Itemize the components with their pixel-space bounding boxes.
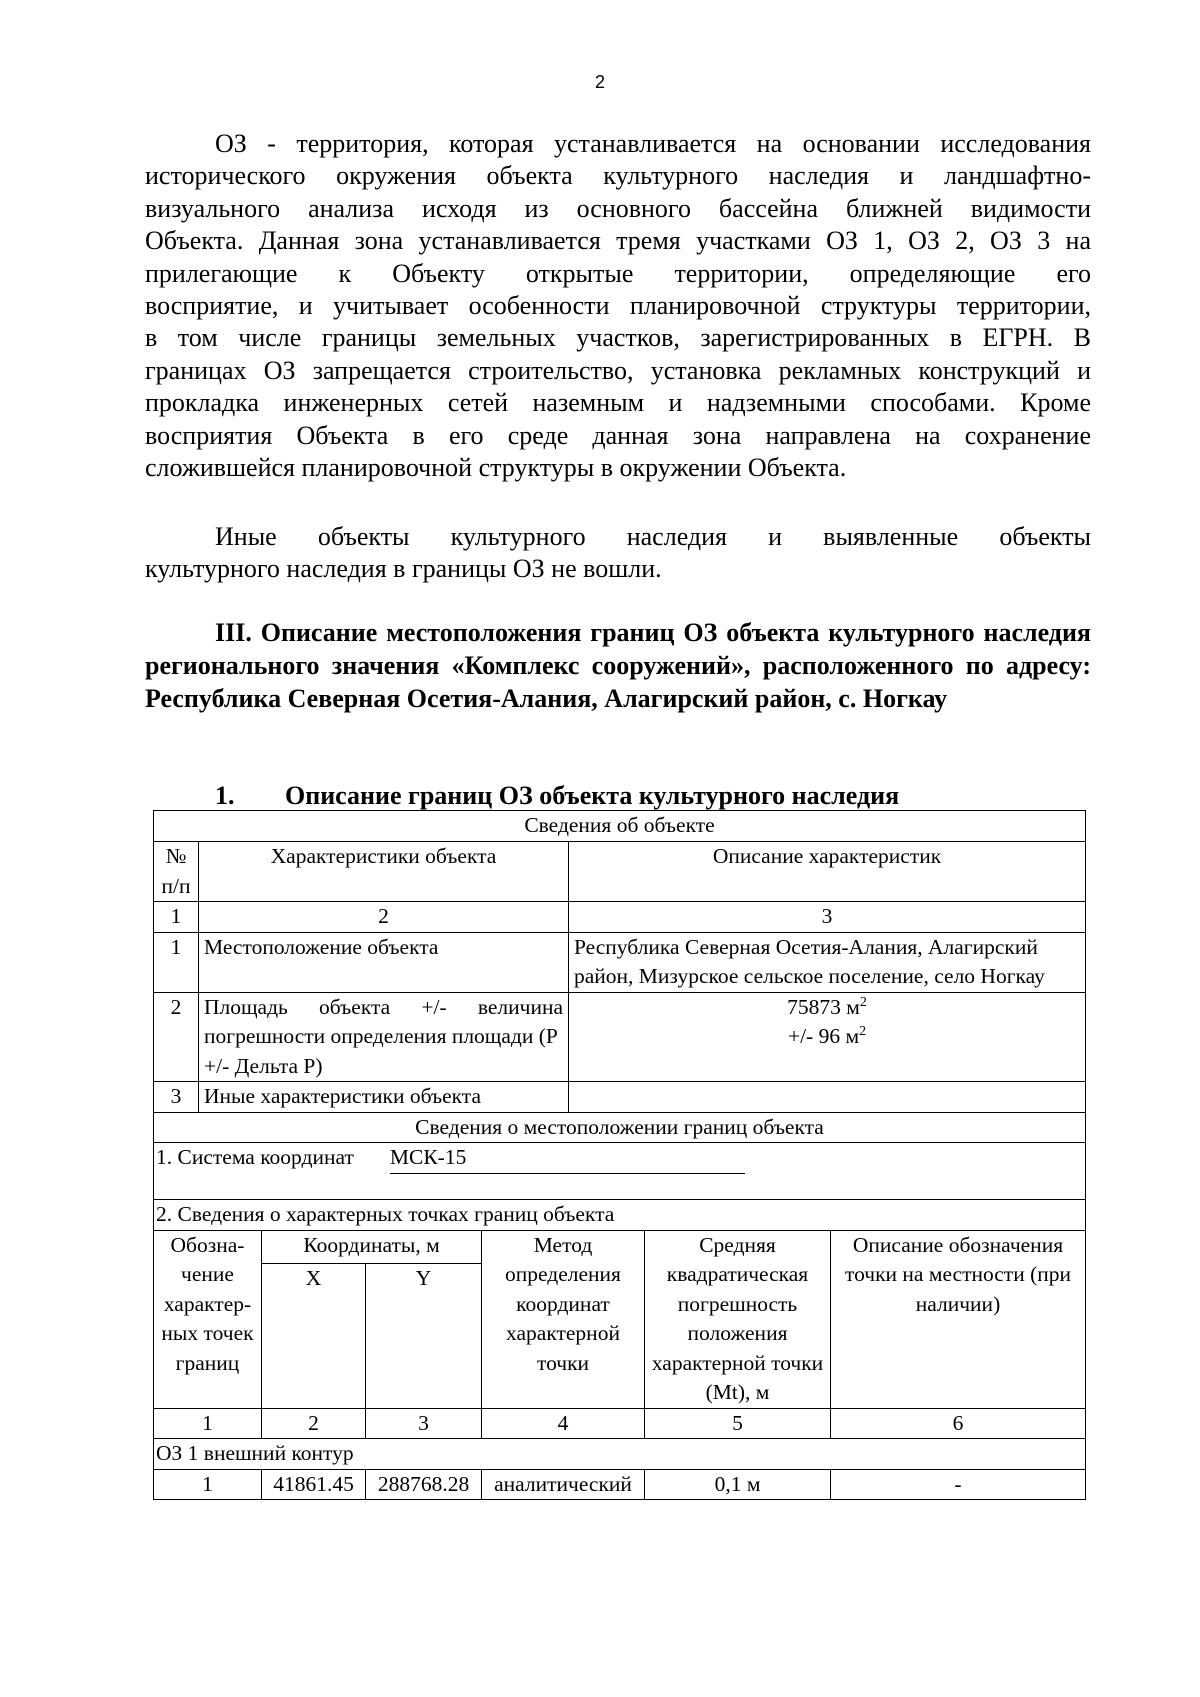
points-index-cell: 4: [482, 1408, 645, 1439]
paragraph-line: ОЗ - территория, которая устанавливается на основании исследования: [215, 129, 1091, 158]
paragraph-line: восприятия Объекта в его среде данная зона направлена на сохранение: [145, 420, 1091, 450]
row-characteristic-rest: погрешности определения площади (Р +/- Дельта Р): [204, 1024, 558, 1078]
subsection-title: Описание границ ОЗ объекта культурного наследия: [285, 781, 900, 810]
point-x: 41861.45: [262, 1469, 366, 1500]
subsection-heading: [215, 780, 899, 812]
table-row: [154, 1469, 1086, 1500]
boundary-description-table: [153, 810, 1086, 1500]
area-sup: 2: [859, 1023, 867, 1039]
point-accuracy: 0,1 м: [645, 1469, 831, 1500]
subsection-number: 1.: [215, 781, 235, 810]
location-title: Сведения о местоположении границ объекта: [154, 1112, 1086, 1143]
coord-system-row: [154, 1143, 1086, 1200]
row-characteristic: [199, 992, 569, 1082]
points-index-cell: 3: [366, 1408, 482, 1439]
points-header-designation: Обозна-чение характер-ных точек границ: [154, 1230, 262, 1408]
points-header-accuracy: Средняя квадратическая погрешность положения характерной точки (Mt), м: [645, 1230, 831, 1408]
paragraph-line: культурного наследия в границы ОЗ не вошли.: [145, 554, 662, 584]
page-number: 2: [594, 72, 605, 92]
paragraph-line: сложившейся планировочной структуры в окружении Объекта.: [145, 453, 847, 483]
paragraph-line: Иные объекты культурного наследия и выявленные объекты: [215, 522, 1091, 551]
word: величина: [477, 994, 563, 1019]
col-description-header: Описание характеристик: [569, 842, 1086, 902]
points-index-cell: 1: [154, 1408, 262, 1439]
coord-system-value: МСК-15: [390, 1143, 745, 1174]
area-sup: 2: [859, 994, 867, 1010]
word: +/-: [421, 994, 447, 1019]
paragraph-line: восприятие, и учитывает особенности планировочной структуры территории,: [145, 291, 1091, 321]
table-row: [154, 992, 1086, 1082]
point-y: 288768.28: [366, 1469, 482, 1500]
row-num: 3: [154, 1082, 199, 1113]
paragraph-line: визуального анализа исходя из основного бассейна ближней видимости: [145, 193, 1091, 223]
row-description: [569, 1082, 1086, 1113]
index-cell: 3: [569, 902, 1086, 933]
row-description: [569, 992, 1086, 1082]
points-title: 2. Сведения о характерных точках границ объекта: [154, 1200, 1086, 1231]
point-method: аналитический: [482, 1469, 645, 1500]
row-num: 2: [154, 992, 199, 1082]
paragraph-line: прокладка инженерных сетей наземным и надземными способами. Кроме: [145, 388, 1091, 418]
paragraph-line: Объекта. Данная зона устанавливается тремя участками ОЗ 1, ОЗ 2, ОЗ 3 на: [145, 226, 1091, 256]
coord-system-label: 1. Система координат: [156, 1145, 354, 1169]
points-header-x: X: [262, 1263, 366, 1408]
area-error: +/- 96 м: [787, 1024, 860, 1048]
object-info-title: Сведения об объекте: [154, 811, 1086, 842]
point-desc: -: [831, 1469, 1086, 1500]
points-header-coordinates: Координаты, м: [262, 1230, 482, 1263]
row-description: Республика Северная Осетия-Алания, Алагирский район, Мизурское сельское поселение, село Ногкау: [569, 932, 1086, 992]
paragraph-other-objects: [145, 521, 1091, 586]
row-characteristic: Местоположение объекта: [199, 932, 569, 992]
point-id: 1: [154, 1469, 262, 1500]
col-characteristics-header: Характеристики объекта: [199, 842, 569, 902]
index-cell: 2: [199, 902, 569, 933]
word: Площадь: [204, 994, 288, 1019]
paragraph-line: границах ОЗ запрещается строительство, установка рекламных конструкций и: [145, 355, 1091, 385]
paragraph-line: исторического окружения объекта культурного наследия и ландшафтно-: [145, 161, 1091, 191]
points-index-cell: 6: [831, 1408, 1086, 1439]
word: объекта: [319, 994, 391, 1019]
paragraph-line: в том числе границы земельных участков, зарегистрированных в ЕГРН. В: [145, 323, 1091, 353]
contour-label: ОЗ 1 внешний контур: [154, 1439, 1086, 1470]
points-header-place-desc: Описание обозначения точки на местности (при наличии): [831, 1230, 1086, 1408]
section-heading: III. Описание местоположения границ ОЗ объекта культурного наследия регионального значения «Комплекс сооружений», расположенного по адресу: Республика Северная Осетия-Алания, Алагирский район, с. Ногкау: [145, 618, 1091, 713]
row-characteristic: Иные характеристики объекта: [199, 1082, 569, 1113]
points-header-method: Метод определения координат характерной точки: [482, 1230, 645, 1408]
paragraph-oz-definition: [145, 128, 1091, 484]
row-num: 1: [154, 932, 199, 992]
index-cell: 1: [154, 902, 199, 933]
area-value: 75873 м: [787, 994, 860, 1019]
points-header-y: Y: [366, 1263, 482, 1408]
col-num-header: № п/п: [154, 842, 199, 902]
paragraph-line: прилегающие к Объекту открытые территории, определяющие его: [145, 258, 1091, 288]
table-row: [154, 1082, 1086, 1113]
points-index-cell: 5: [645, 1408, 831, 1439]
table-row: [154, 932, 1086, 992]
points-index-cell: 2: [262, 1408, 366, 1439]
